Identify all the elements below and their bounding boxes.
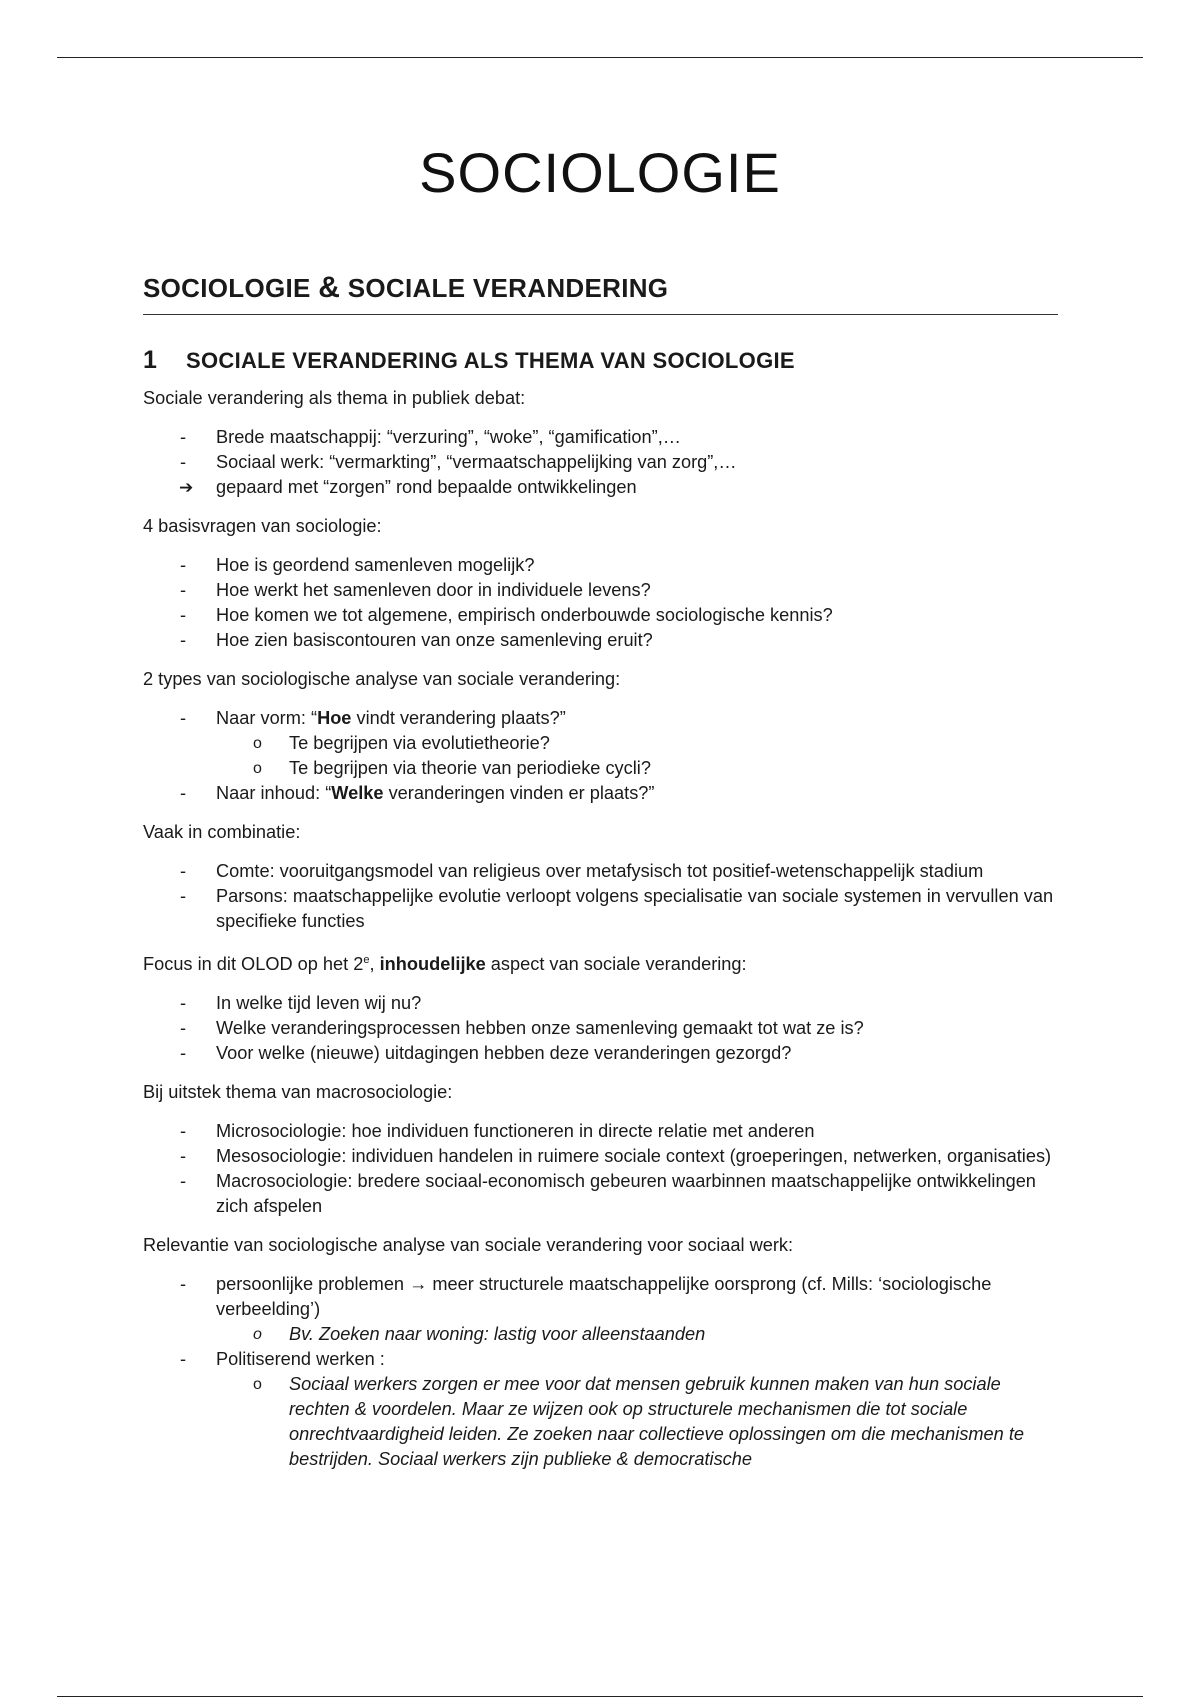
dash-bullet: - (180, 1349, 187, 1370)
dash-bullet: - (180, 580, 187, 600)
list-item-text: Mesosociologie: individuen handelen in ruimere sociale context (groeperingen, netwerken, organisaties) (216, 1146, 1052, 1167)
list-item (143, 1016, 1058, 1041)
list-item (143, 1144, 1058, 1169)
list-item-text-post: vindt verandering plaats?” (351, 708, 566, 728)
sublist-item (143, 731, 1058, 756)
dash-bullet: - (180, 1274, 187, 1295)
dash-bullet: - (180, 993, 187, 1014)
document-body (143, 270, 1058, 1486)
list-item (143, 1272, 1058, 1347)
section-heading-amp: & (318, 271, 341, 304)
list-item-text: Hoe komen we tot algemene, empirisch onderbouwde sociologische kennis? (216, 605, 833, 625)
list-item (143, 781, 1058, 806)
page-title: SOCIOLOGIE (419, 141, 781, 204)
dash-bullet: - (180, 1121, 187, 1142)
list-item (143, 578, 1058, 603)
list-item (143, 603, 1058, 628)
list-item (143, 1041, 1058, 1066)
paragraph-analysis-types: 2 types van sociologische analyse van sociale verandering: (143, 669, 621, 689)
list-item (143, 706, 1058, 781)
list-item-text: Brede maatschappij: “verzuring”, “woke”, “gamification”,… (216, 427, 681, 447)
paragraph-basic-questions: 4 basisvragen van sociologie: (143, 516, 382, 536)
list-basic-questions (143, 553, 1058, 653)
list-combination (143, 859, 1058, 934)
dash-bullet: - (180, 630, 187, 650)
sublist (143, 1372, 1058, 1472)
paragraph-combination: Vaak in combinatie: (143, 822, 301, 842)
circle-bullet: o (253, 735, 262, 752)
list-item (143, 859, 1058, 884)
list-item-text: Macrosociologie: bredere sociaal-economisch gebeuren waarbinnen maatschappelijke ontwikkelingen zich afspelen (216, 1171, 1036, 1217)
paragraph-focus (143, 948, 1058, 977)
list-item-text-pre: Naar vorm: “ (216, 708, 318, 728)
chapter-heading (143, 345, 1058, 376)
paragraph-public-debate: Sociale verandering als thema in publiek debat: (143, 388, 526, 408)
sublist-item-text: Sociaal werkers zorgen er mee voor dat mensen gebruik kunnen maken van hun sociale rechten & voordelen. Maar ze wijzen ook op structurele mechanismen die tot sociale onrechtvaardigheid leiden. Ze zoeken naar collectieve oplossingen om die mechanismen te bestrijden. Sociaal werkers zijn publieke & democratische (289, 1374, 1025, 1470)
list-item-text: Hoe is geordend samenleven mogelijk? (216, 555, 535, 575)
list-item-text: Politiserend werken : (216, 1349, 385, 1370)
list-item-arrow (143, 475, 1058, 500)
focus-superscript: e (363, 954, 370, 966)
list-item-text: Voor welke (nieuwe) uitdagingen hebben deze veranderingen gezorgd? (216, 1043, 792, 1064)
focus-text-post: aspect van sociale verandering: (485, 954, 747, 975)
top-rule (57, 57, 1143, 58)
list-item-text: gepaard met “zorgen” rond bepaalde ontwikkelingen (216, 477, 637, 497)
list-item-text: Hoe werkt het samenleven door in individuele levens? (216, 580, 651, 600)
focus-text-bold: inhoudelijke (379, 954, 486, 975)
list-item-text: Sociaal werk: “vermarkting”, “vermaatschappelijking van zorg”,… (216, 452, 737, 472)
sublist-item-text: Bv. Zoeken naar woning: lastig voor alleenstaanden (289, 1324, 706, 1345)
sublist-item (143, 756, 1058, 781)
sublist (143, 731, 1058, 781)
list-relevance (143, 1272, 1058, 1472)
list-item-text: Microsociologie: hoe individuen functioneren in directe relatie met anderen (216, 1121, 815, 1142)
section-heading (143, 270, 1058, 315)
list-item (143, 1119, 1058, 1144)
dash-bullet: - (180, 1018, 187, 1039)
dash-bullet: - (180, 783, 187, 803)
section-heading-part1: SOCIOLOGIE (143, 273, 319, 303)
list-analysis-types (143, 706, 1058, 806)
circle-bullet: o (253, 760, 262, 777)
dash-bullet: - (180, 1171, 187, 1192)
dash-bullet: - (180, 452, 187, 472)
focus-text-mid: , (369, 954, 380, 975)
list-item (143, 628, 1058, 653)
paragraph-macrosociology: Bij uitstek thema van macrosociologie: (143, 1082, 453, 1103)
sublist-item (143, 1322, 1058, 1347)
list-item-text-bold: Hoe (317, 708, 352, 728)
dash-bullet: - (180, 555, 187, 575)
dash-bullet: - (180, 1146, 187, 1167)
paragraph-relevance: Relevantie van sociologische analyse van sociale verandering voor sociaal werk: (143, 1235, 794, 1256)
circle-bullet: o (253, 1376, 262, 1394)
chapter-title: SOCIALE VERANDERING ALS THEMA VAN SOCIOLOGIE (186, 348, 795, 373)
list-focus (143, 991, 1058, 1066)
list-item-text: Parsons: maatschappelijke evolutie verloopt volgens specialisatie van sociale systemen in vervullen van specifieke functies (216, 886, 1054, 931)
list-item-text-pre: Naar inhoud: “ (216, 783, 332, 803)
list-item (143, 1347, 1058, 1472)
list-macrosociology (143, 1119, 1058, 1219)
list-item (143, 450, 1058, 475)
list-item (143, 1169, 1058, 1219)
dash-bullet: - (180, 708, 187, 728)
list-item-text: Welke veranderingsprocessen hebben onze samenleving gemaakt tot wat ze is? (216, 1018, 864, 1039)
sublist (143, 1322, 1058, 1347)
list-item (143, 991, 1058, 1016)
list-item-text-post: veranderingen vinden er plaats?” (383, 783, 655, 803)
list-item (143, 553, 1058, 578)
dash-bullet: - (180, 1043, 187, 1064)
chapter-number: 1 (143, 346, 158, 374)
focus-text-pre: Focus in dit OLOD op het 2 (143, 954, 364, 975)
list-item (143, 425, 1058, 450)
dash-bullet: - (180, 427, 187, 447)
sublist-item-text: Te begrijpen via theorie van periodieke cycli? (289, 758, 651, 778)
sublist-item-text: Te begrijpen via evolutietheorie? (289, 733, 550, 753)
list-item (143, 884, 1058, 934)
dash-bullet: - (180, 861, 187, 881)
list-item-text-bold: Welke (331, 783, 384, 803)
arrow-right-icon: ➔ (179, 478, 194, 497)
list-item-text: Comte: vooruitgangsmodel van religieus over metafysisch tot positief-wetenschappelijk stadium (216, 861, 984, 881)
sublist-item (143, 1372, 1058, 1472)
list-item-text: In welke tijd leven wij nu? (216, 993, 422, 1014)
section-heading-part2: SOCIALE VERANDERING (340, 273, 669, 303)
dash-bullet: - (180, 886, 187, 906)
list-item-text: persoonlijke problemen → meer structurele maatschappelijke oorsprong (cf. Mills: ‘sociologische verbeelding’) (216, 1274, 992, 1320)
bottom-rule (57, 1696, 1143, 1697)
dash-bullet: - (180, 605, 187, 625)
circle-bullet: o (253, 1326, 262, 1344)
list-public-debate (143, 425, 1058, 500)
list-item-text: Hoe zien basiscontouren van onze samenleving eruit? (216, 630, 653, 650)
